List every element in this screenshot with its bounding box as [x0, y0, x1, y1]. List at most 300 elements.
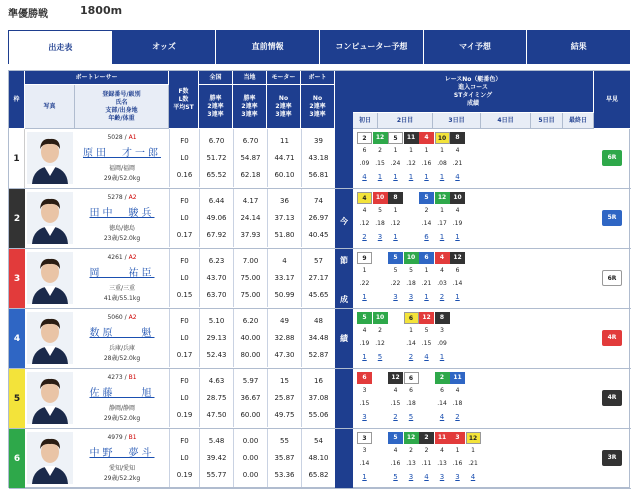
history-race-no[interactable]: 5: [388, 252, 403, 264]
history-race-no[interactable]: 12: [373, 132, 388, 144]
header-line: 3連率: [241, 110, 258, 118]
history-result[interactable]: 1: [439, 173, 445, 181]
header-line: 2連率: [275, 102, 292, 110]
racer-age-weight: 29歳/52.2kg: [103, 475, 141, 482]
tab-label: オッズ: [152, 42, 176, 51]
history-course: 5: [424, 327, 429, 334]
race-header: [0, 0, 640, 24]
header-racer: ボートレーサー: [25, 71, 169, 85]
header-profile: [75, 85, 169, 129]
touchi-value: 36.67: [240, 394, 261, 402]
racer-profile: [75, 369, 169, 427]
racer-photo[interactable]: [27, 252, 73, 304]
racer-name-link[interactable]: 数原 魁: [89, 328, 155, 339]
header-line: 成績: [466, 99, 479, 107]
zenkoku-value: 5.48: [208, 437, 225, 445]
motor-value: 55: [280, 437, 289, 445]
motor-values: [267, 189, 301, 247]
tab-4[interactable]: [424, 30, 528, 64]
history-st: .13: [406, 460, 416, 467]
waku-number: 5: [9, 369, 25, 428]
boat-values: [301, 249, 335, 307]
history-result[interactable]: 1: [455, 293, 460, 301]
history-race-no[interactable]: 3: [450, 432, 465, 444]
history-st: .18: [406, 280, 416, 287]
motor-value: 35.87: [274, 454, 295, 462]
history-st: .14: [452, 280, 463, 287]
history-race-no[interactable]: 4: [435, 252, 450, 264]
fls-value: 0.19: [176, 471, 193, 479]
history-race-no[interactable]: 9: [357, 252, 372, 264]
header-motor: モーター: [267, 71, 301, 85]
sep-char: 成: [340, 295, 348, 304]
racer-class: B1: [128, 374, 137, 381]
header-line: STタイミング: [453, 91, 493, 99]
history-race-no[interactable]: 5: [388, 432, 403, 444]
motor-value: 51.80: [274, 231, 295, 239]
racer-profile: [75, 129, 169, 187]
tab-2[interactable]: [216, 30, 320, 64]
tab-3[interactable]: [320, 30, 424, 64]
boat-value: 40.45: [308, 231, 329, 239]
history-result[interactable]: 2: [408, 353, 414, 361]
history-course: 4: [455, 387, 460, 394]
history-course: 1: [393, 147, 398, 154]
history-result[interactable]: 4: [424, 353, 429, 361]
history-result[interactable]: 3: [377, 233, 383, 241]
race-history-grid: [353, 191, 594, 247]
history-result[interactable]: 5: [393, 473, 398, 481]
zenkoku-values: [199, 309, 233, 367]
history-st: .15: [390, 400, 401, 407]
header-line: 平均ST: [173, 103, 194, 111]
history-course: 4: [440, 267, 444, 274]
history-st: .21: [452, 160, 463, 167]
zenkoku-value: 65.52: [206, 171, 227, 179]
header-line: No: [278, 94, 289, 102]
history-course: 4: [362, 207, 367, 214]
touchi-value: 75.00: [240, 274, 261, 282]
history-course: 2: [378, 147, 382, 154]
racer-branch: 三重/三重: [108, 285, 136, 292]
history-race-no[interactable]: 8: [450, 132, 465, 144]
history-course: 4: [455, 147, 460, 154]
touchi-value: 75.00: [240, 291, 261, 299]
zenkoku-value: 52.43: [206, 351, 227, 359]
touchi-value: 62.18: [240, 171, 261, 179]
history-course: 5: [378, 207, 382, 214]
racer-reg-number: 4261 /: [107, 254, 127, 261]
history-st: .15: [375, 160, 385, 167]
tab-label: マイ予想: [459, 42, 491, 51]
racer-reg-number: 5060 /: [107, 314, 127, 321]
history-result[interactable]: 1: [408, 173, 414, 181]
history-course: 3: [440, 327, 444, 334]
history-race-no[interactable]: 12: [466, 432, 481, 444]
replay-button[interactable]: 4R: [602, 330, 622, 346]
motor-value: 50.99: [274, 291, 295, 299]
boat-values: [301, 429, 335, 487]
racer-age-weight: 29歳/52.0kg: [103, 175, 141, 182]
racer-reg-number: 5028 /: [107, 134, 127, 141]
racer-reg: [75, 314, 169, 321]
history-race-no[interactable]: 2: [435, 372, 450, 384]
fls-values: [169, 189, 199, 247]
racer-profile: [75, 309, 169, 367]
zenkoku-value: 5.10: [208, 317, 225, 325]
header-line: F数: [178, 87, 189, 95]
racer-reg: [75, 374, 169, 381]
history-st: .13: [437, 460, 447, 467]
boat-values: [301, 129, 335, 187]
history-result[interactable]: 4: [362, 173, 367, 181]
header-touchi-rates: [233, 85, 267, 129]
history-result[interactable]: 4: [424, 473, 429, 481]
history-race-no[interactable]: 10: [435, 132, 450, 144]
history-course: 4: [440, 447, 444, 454]
history-course: 1: [424, 147, 429, 154]
zenkoku-values: [199, 429, 233, 487]
replay-button[interactable]: 3R: [602, 450, 622, 466]
boat-values: [301, 189, 335, 247]
history-race-no[interactable]: 12: [388, 372, 403, 384]
racer-profile: [75, 189, 169, 247]
history-race-no[interactable]: 10: [450, 192, 465, 204]
racer-reg-number: 4979 /: [107, 434, 127, 441]
touchi-value: 6.20: [242, 317, 259, 325]
history-course: 5: [393, 267, 398, 274]
motor-value: 36: [280, 197, 289, 205]
motor-values: [267, 309, 301, 367]
history-result[interactable]: 2: [362, 233, 367, 241]
touchi-value: 60.00: [240, 411, 261, 419]
history-st: .14: [359, 460, 370, 467]
racer-reg: [75, 134, 169, 141]
tab-label-sub: 予想: [391, 42, 408, 51]
history-result[interactable]: 5: [408, 413, 414, 421]
racer-name-link[interactable]: 原田 才一郎: [83, 148, 161, 159]
zenkoku-value: 6.70: [208, 137, 225, 145]
boat-value: 37.08: [308, 394, 329, 402]
motor-value: 15: [280, 377, 289, 385]
racer-age-weight: 29歳/52.0kg: [103, 415, 141, 422]
header-boat: ボート: [301, 71, 335, 85]
touchi-value: 40.00: [240, 334, 261, 342]
header-line: 登録番号/級別: [102, 90, 141, 98]
racer-profile: [75, 429, 169, 487]
boat-value: 16: [314, 377, 323, 385]
racer-row: [9, 369, 631, 429]
history-st: .16: [390, 460, 401, 467]
racer-row: [9, 429, 631, 489]
tab-5[interactable]: [527, 30, 630, 64]
waku-number: 4: [9, 309, 25, 368]
motor-value: 49.75: [274, 411, 295, 419]
history-race-no[interactable]: 12: [450, 252, 465, 264]
history-race-no[interactable]: 11: [435, 432, 450, 444]
racer-branch: 静岡/静岡: [108, 405, 136, 412]
history-course: 1: [409, 147, 413, 154]
history-result[interactable]: 2: [455, 413, 460, 421]
history-st: .16: [421, 160, 432, 167]
racer-class: A2: [128, 314, 137, 321]
history-race-no[interactable]: 6: [404, 372, 419, 384]
history-race-no[interactable]: 12: [435, 192, 450, 204]
fls-value: 0.17: [176, 231, 193, 239]
waku-number: 3: [9, 249, 25, 308]
history-result[interactable]: 6: [424, 233, 429, 241]
history-result[interactable]: 3: [455, 473, 460, 481]
header-motor-rates: [267, 85, 301, 129]
fls-value: 0.16: [176, 171, 193, 179]
racer-reg-number: 5278 /: [107, 194, 127, 201]
history-course: 2: [424, 207, 429, 214]
movie-cell: [594, 369, 630, 427]
history-result[interactable]: 3: [362, 413, 367, 421]
history-race-no[interactable]: 6: [357, 372, 372, 384]
header-line: 勝率: [209, 94, 222, 102]
fls-value: L0: [180, 394, 189, 402]
boat-value: 54: [314, 437, 323, 445]
zenkoku-values: [199, 189, 233, 247]
history-race-no[interactable]: 8: [388, 192, 403, 204]
history-course: 4: [393, 387, 398, 394]
racer-row: [9, 129, 631, 189]
touchi-values: [233, 129, 267, 187]
header-line: 支部/出身地: [105, 106, 138, 114]
racer-row: [9, 189, 631, 249]
history-st: .22: [359, 280, 370, 287]
header-line: 2連率: [241, 102, 258, 110]
history-course: 1: [440, 207, 444, 214]
history-race-no[interactable]: 5: [419, 192, 434, 204]
race-name: 準優勝戦: [8, 9, 48, 20]
history-result[interactable]: 1: [455, 233, 460, 241]
boat-value: 52.87: [308, 351, 329, 359]
race-history-grid: [353, 371, 594, 427]
history-result[interactable]: 3: [408, 473, 414, 481]
history-st: .14: [406, 340, 416, 347]
history-course: 1: [471, 447, 475, 454]
history-st: .12: [359, 220, 370, 227]
history-st: .08: [437, 160, 447, 167]
racer-name-link[interactable]: 佐藤 旭: [89, 388, 155, 399]
day-header: 3日目: [433, 113, 481, 129]
movie-cell: [594, 189, 630, 247]
header-line: 3連率: [309, 110, 326, 118]
history-result[interactable]: 3: [393, 293, 398, 301]
touchi-value: 0.00: [242, 471, 259, 479]
history-course: 6: [455, 267, 460, 274]
history-result[interactable]: 4: [470, 473, 476, 481]
history-result[interactable]: 3: [408, 293, 414, 301]
history-race-no[interactable]: 2: [357, 132, 372, 144]
header-line: レースNo（艇番色）: [444, 75, 502, 83]
boat-value: 57: [314, 257, 323, 265]
fls-values: [169, 249, 199, 307]
history-race-no[interactable]: 12: [419, 312, 434, 324]
replay-button[interactable]: 4R: [602, 390, 622, 406]
motor-value: 4: [282, 257, 287, 265]
touchi-values: [233, 249, 267, 307]
racer-branch: 兵庫/兵庫: [108, 345, 136, 352]
history-result[interactable]: 2: [393, 413, 398, 421]
zenkoku-value: 63.70: [206, 291, 227, 299]
day-header: 最終日: [563, 113, 594, 129]
history-race-no[interactable]: 10: [373, 192, 388, 204]
fls-value: 0.15: [176, 291, 193, 299]
history-race-no[interactable]: 5: [388, 132, 403, 144]
history-course: 2: [409, 447, 413, 454]
history-st: .21: [421, 280, 432, 287]
fls-value: L0: [180, 274, 189, 282]
boat-values: [301, 309, 335, 367]
racer-class: B1: [128, 434, 137, 441]
history-result[interactable]: 1: [424, 293, 429, 301]
history-result[interactable]: 4: [439, 413, 445, 421]
history-course: 3: [362, 447, 367, 454]
tab-label: 直前情報: [251, 42, 284, 51]
race-history-grid: [353, 251, 594, 307]
sep-char: 節: [340, 256, 348, 265]
tab-bar: [8, 30, 630, 64]
racer-reg: [75, 434, 169, 441]
replay-button[interactable]: 6R: [602, 150, 622, 166]
day-header: 4日目: [481, 113, 531, 129]
history-race-no[interactable]: 5: [357, 312, 372, 324]
zenkoku-value: 39.42: [206, 454, 227, 462]
motor-values: [267, 369, 301, 427]
day-header: 2日目: [378, 113, 433, 129]
boat-value: 56.81: [308, 171, 329, 179]
motor-values: [267, 129, 301, 187]
racer-photo[interactable]: [27, 132, 73, 184]
racer-class: A2: [128, 194, 137, 201]
zenkoku-value: 28.75: [206, 394, 227, 402]
history-race-no[interactable]: 11: [404, 132, 419, 144]
history-st: .18: [452, 400, 463, 407]
touchi-values: [233, 189, 267, 247]
tab-label: 結果: [570, 42, 587, 51]
racer-name-link[interactable]: 岡 祐臣: [89, 268, 155, 279]
history-race-no[interactable]: 12: [404, 432, 419, 444]
header-line: 氏名: [115, 98, 128, 106]
racer-row: [9, 309, 631, 369]
history-race-no[interactable]: 3: [357, 432, 372, 444]
racer-reg: [75, 254, 169, 261]
history-result[interactable]: 1: [362, 473, 367, 481]
header-line: 2連率: [207, 102, 224, 110]
fls-values: [169, 369, 199, 427]
zenkoku-value: 47.50: [206, 411, 227, 419]
history-st: .18: [375, 220, 385, 227]
history-st: .12: [390, 220, 401, 227]
zenkoku-value: 6.23: [208, 257, 225, 265]
touchi-value: 80.00: [240, 351, 261, 359]
history-course: 1: [440, 147, 444, 154]
touchi-value: 7.00: [242, 257, 259, 265]
history-st: .11: [421, 460, 432, 467]
history-result[interactable]: 1: [377, 173, 383, 181]
history-race-no[interactable]: 4: [419, 132, 434, 144]
history-race-no[interactable]: 10: [404, 252, 419, 264]
history-result[interactable]: 1: [362, 353, 367, 361]
header-line: 3連率: [275, 110, 292, 118]
history-course: 5: [409, 267, 413, 274]
history-course: 2: [424, 447, 429, 454]
history-race-no[interactable]: 6: [419, 252, 434, 264]
replay-button[interactable]: 5R: [602, 210, 622, 226]
boat-value: 48: [314, 317, 323, 325]
header-line: 勝率: [243, 94, 256, 102]
racer-photo[interactable]: [27, 372, 73, 424]
racer-age-weight: 28歳/52.0kg: [103, 355, 141, 362]
history-result[interactable]: 5: [377, 353, 383, 361]
history-race-no[interactable]: 8: [435, 312, 450, 324]
motor-value: 32.88: [274, 334, 295, 342]
motor-value: 37.13: [274, 214, 295, 222]
racer-photo[interactable]: [27, 312, 73, 364]
racer-branch: 愛知/愛知: [108, 465, 136, 472]
history-course: 6: [409, 387, 413, 394]
racer-name-link[interactable]: 中野 夢斗: [89, 448, 155, 459]
boat-value: 39: [314, 137, 323, 145]
motor-value: 47.30: [274, 351, 295, 359]
race-history-grid: [353, 131, 594, 187]
history-result[interactable]: 1: [439, 233, 445, 241]
boat-value: 48.10: [308, 454, 329, 462]
zenkoku-value: 29.13: [206, 334, 227, 342]
racer-photo[interactable]: [27, 192, 73, 244]
history-race-no[interactable]: 11: [450, 372, 465, 384]
history-race-no[interactable]: 6: [404, 312, 419, 324]
racer-photo[interactable]: [27, 432, 73, 484]
fls-value: 0.17: [176, 351, 193, 359]
zenkoku-value: 51.72: [206, 154, 227, 162]
history-result[interactable]: 3: [439, 473, 445, 481]
tab-1[interactable]: [113, 30, 217, 64]
race-history-grid: [353, 311, 594, 367]
history-st: .14: [421, 220, 432, 227]
history-race-no[interactable]: 2: [419, 432, 434, 444]
history-result[interactable]: 1: [424, 173, 429, 181]
racer-name-link[interactable]: 田中 駿兵: [89, 208, 155, 219]
tab-0[interactable]: [8, 30, 113, 64]
history-course: 4: [393, 447, 398, 454]
history-result[interactable]: 4: [455, 173, 460, 181]
history-result[interactable]: 1: [393, 173, 398, 181]
history-result[interactable]: 1: [362, 293, 367, 301]
history-race-no[interactable]: 4: [357, 192, 372, 204]
history-course: 6: [362, 147, 367, 154]
racer-branch: 福岡/福岡: [108, 165, 136, 172]
fls-value: L0: [180, 154, 189, 162]
history-st: .19: [452, 220, 463, 227]
history-result[interactable]: 1: [439, 353, 445, 361]
day-header: 5日目: [531, 113, 563, 129]
replay-button[interactable]: 6R: [602, 270, 622, 286]
fls-value: L0: [180, 214, 189, 222]
header-photo: 写真: [25, 85, 75, 129]
header-boat-rates: [301, 85, 335, 129]
fls-value: F0: [180, 137, 189, 145]
history-result[interactable]: 1: [393, 233, 398, 241]
boat-value: 45.65: [308, 291, 329, 299]
history-result[interactable]: 2: [439, 293, 445, 301]
header-touchi: 当地: [233, 71, 267, 85]
history-race-no[interactable]: 10: [373, 312, 388, 324]
race-history-grid: [353, 431, 594, 487]
